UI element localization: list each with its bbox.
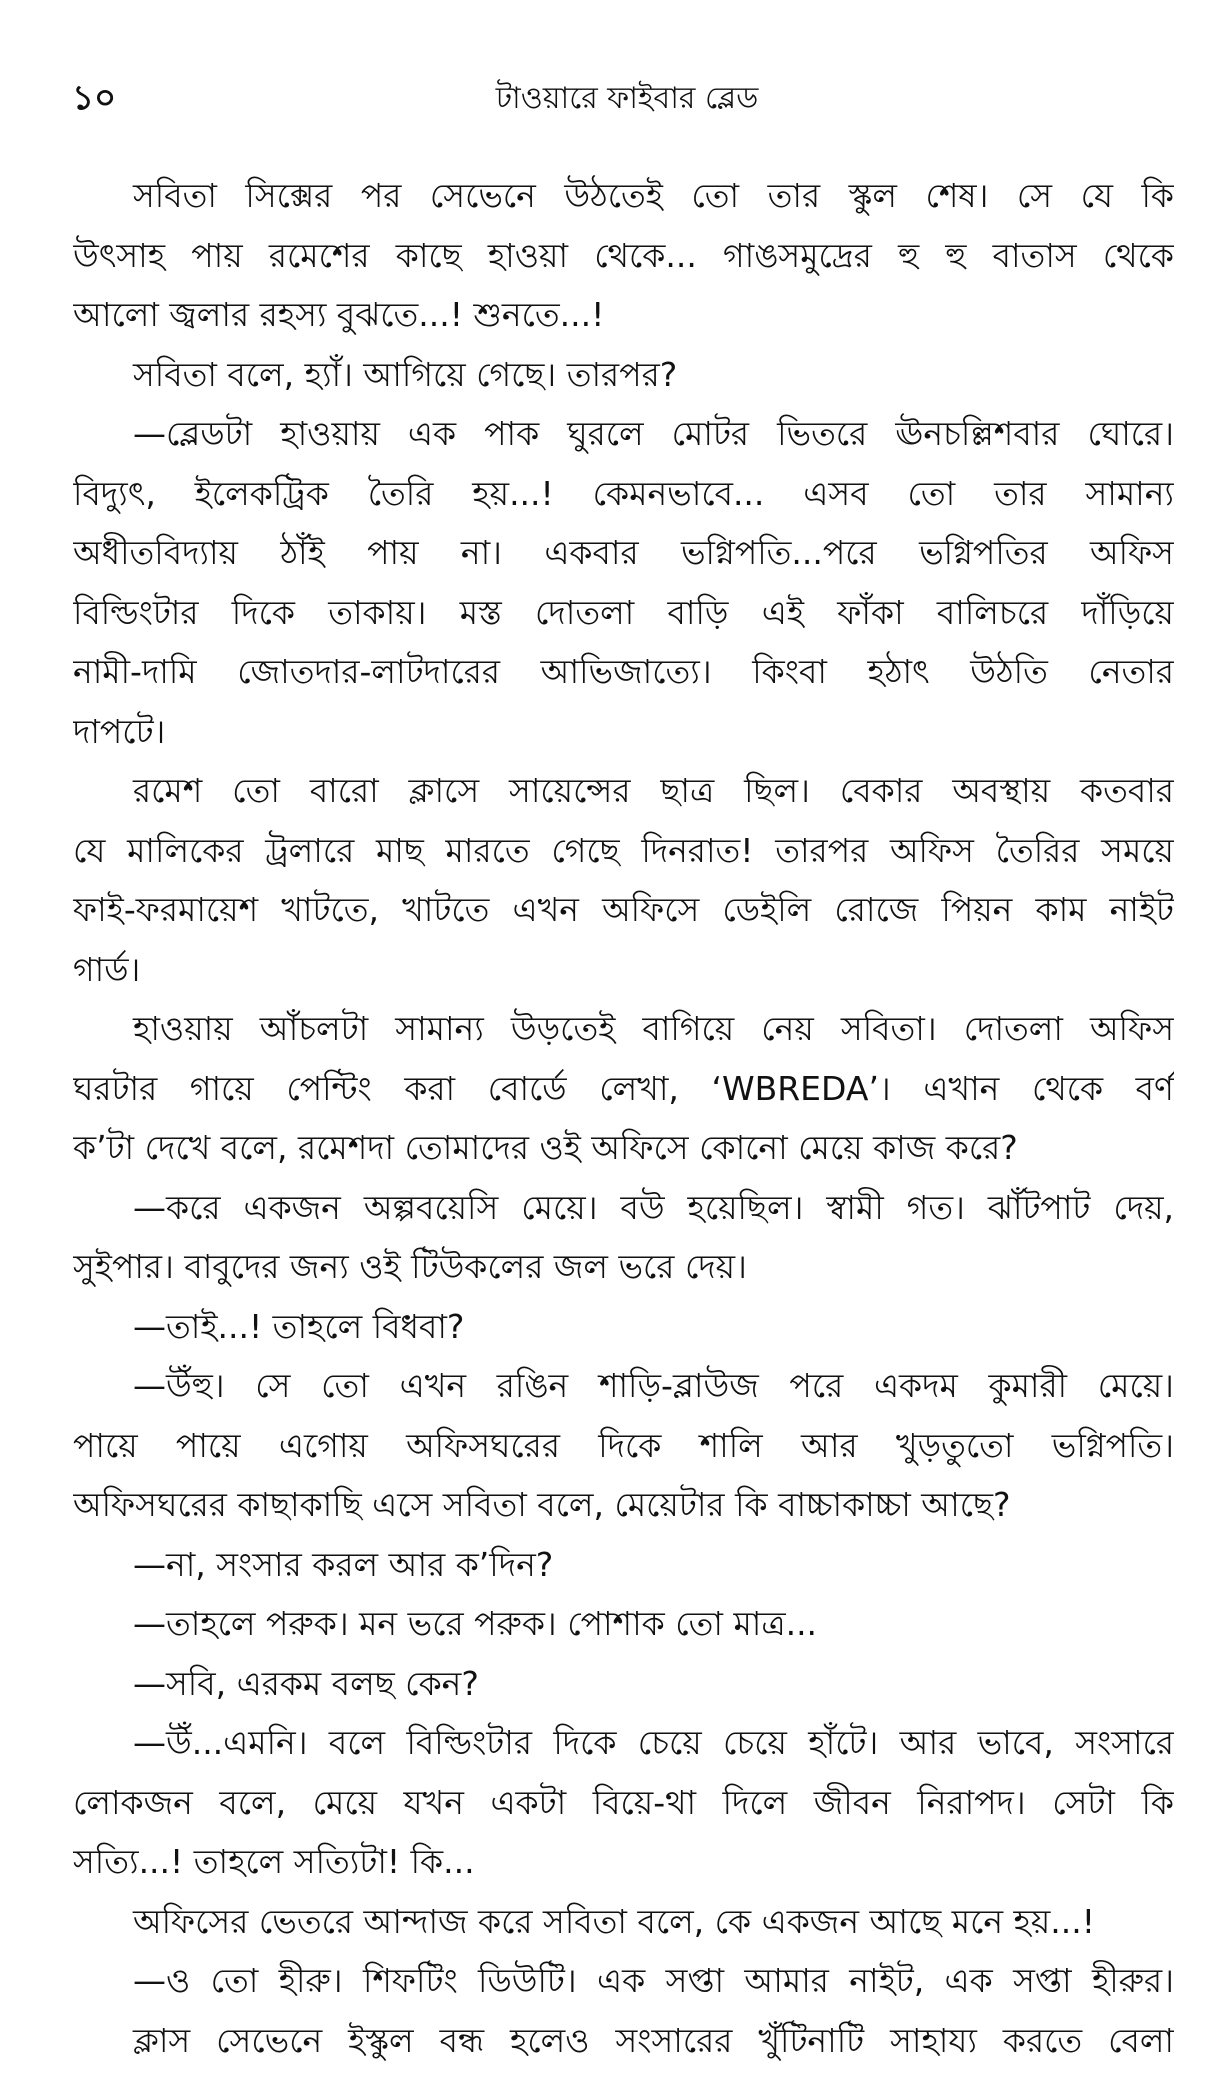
text-line: —সবি, এরকম বলছ কেন? xyxy=(133,1663,479,1703)
book-title: টাওয়ারে ফাইবার ব্লেড xyxy=(495,81,759,116)
text-line: লোকজন বলে, মেয়ে যখন একটা বিয়ে-থা দিলে জীবন নিরাপদ। সেটা কি xyxy=(73,1782,1174,1822)
text-line: সবিতা বলে, হ্যাঁ। আগিয়ে গেছে। তারপর? xyxy=(133,354,678,394)
text-line: সুইপার। বাবুদের জন্য ওই টিউকলের জল ভরে দেয়। xyxy=(73,1247,747,1286)
text-line: দাপটে। xyxy=(73,711,166,751)
text-line: পায়ে পায়ে এগোয় অফিসঘরের দিকে শালি আর খুড়তুতো ভগ্নিপতি। xyxy=(73,1425,1174,1465)
text-line: ক’টা দেখে বলে, রমেশদা তোমাদের ওই অফিসে কোনো মেয়ে কাজ করে? xyxy=(73,1128,1018,1167)
text-line: ঘরটার গায়ে পেন্টিং করা বোর্ডে লেখা, ‘WBREDA’। এখান থেকে বর্ণ xyxy=(73,1068,1174,1108)
text-line: অফিসের ভেতরে আন্দাজ করে সবিতা বলে, কে একজন আছে মনে হয়...! xyxy=(133,1901,1095,1941)
text-line: গার্ড। xyxy=(73,949,141,989)
text-line: সবিতা সিক্সের পর সেভেনে উঠতেই তো তার স্কুল শেষ। সে যে কি xyxy=(133,176,1174,215)
text-line: বিল্ডিংটার দিকে তাকায়। মস্ত দোতলা বাড়ি এই ফাঁকা বালিচরে দাঁড়িয়ে xyxy=(73,592,1174,632)
text-line: অফিসঘরের কাছাকাছি এসে সবিতা বলে, মেয়েটার কি বাচ্চাকাচ্চা আছে? xyxy=(73,1485,1011,1524)
text-line: ক্লাস সেভেনে ইস্কুল বন্ধ হলেও সংসারের খুঁটিনাটি সাহায্য করতে বেলা xyxy=(133,2020,1174,2060)
text-line: আলো জ্বলার রহস্য বুঝতে...! শুনতে...! xyxy=(73,295,605,334)
text-line: —তাই...! তাহলে বিধবা? xyxy=(133,1306,465,1346)
text-line: নামী-দামি জোতদার-লাটদারের আভিজাত্যে। কিংবা হঠাৎ উঠতি নেতার xyxy=(73,652,1174,691)
text-line: হাওয়ায় আঁচলটা সামান্য উড়তেই বাগিয়ে নেয় সবিতা। দোতলা অফিস xyxy=(133,1009,1174,1048)
text-line: উৎসাহ পায় রমেশের কাছে হাওয়া থেকে... গাঙসমুদ্রের হু হু বাতাস থেকে xyxy=(73,235,1174,275)
text-line: —তাহলে পরুক। মন ভরে পরুক। পোশাক তো মাত্র... xyxy=(133,1604,818,1643)
text-line: —উঁহু। সে তো এখন রঙিন শাড়ি-ব্লাউজ পরে একদম কুমারী মেয়ে। xyxy=(133,1366,1174,1405)
text-line: রমেশ তো বারো ক্লাসে সায়েন্সের ছাত্র ছিল। বেকার অবস্থায় কতবার xyxy=(133,771,1174,810)
text-line: —না, সংসার করল আর ক’দিন? xyxy=(133,1544,554,1584)
running-header xyxy=(0,72,1214,122)
text-line: ফাই-ফরমায়েশ খাটতে, খাটতে এখন অফিসে ডেইলি রোজে পিয়ন কাম নাইট xyxy=(73,890,1174,929)
text-line: —ব্লেডটা হাওয়ায় এক পাক ঘুরলে মোটর ভিতরে ঊনচল্লিশবার ঘোরে। xyxy=(133,414,1174,453)
text-line: —করে একজন অল্পবয়েসি মেয়ে। বউ হয়েছিল। স্বামী গত। ঝাঁটপাট দেয়, xyxy=(133,1187,1174,1227)
text-line: বিদ্যুৎ, ইলেকট্রিক তৈরি হয়...! কেমনভাবে... এসব তো তার সামান্য xyxy=(73,473,1174,513)
page-number: ১০ xyxy=(72,78,117,118)
text-line: —উঁ...এমনি। বলে বিল্ডিংটার দিকে চেয়ে চেয়ে হাঁটে। আর ভাবে, সংসারে xyxy=(133,1723,1174,1762)
text-line: অধীতবিদ্যায় ঠাঁই পায় না। একবার ভগ্নিপতি...পরে ভগ্নিপতির অফিস xyxy=(73,533,1174,572)
text-line: সত্যি...! তাহলে সত্যিটা! কি... xyxy=(73,1842,475,1881)
text-line: যে মালিকের ট্রলারে মাছ মারতে গেছে দিনরাত! তারপর অফিস তৈরির সময়ে xyxy=(73,830,1174,870)
page-body xyxy=(73,166,1174,2070)
text-line: —ও তো হীরু। শিফটিং ডিউটি। এক সপ্তা আমার নাইট, এক সপ্তা হীরুর। xyxy=(133,1961,1174,2000)
